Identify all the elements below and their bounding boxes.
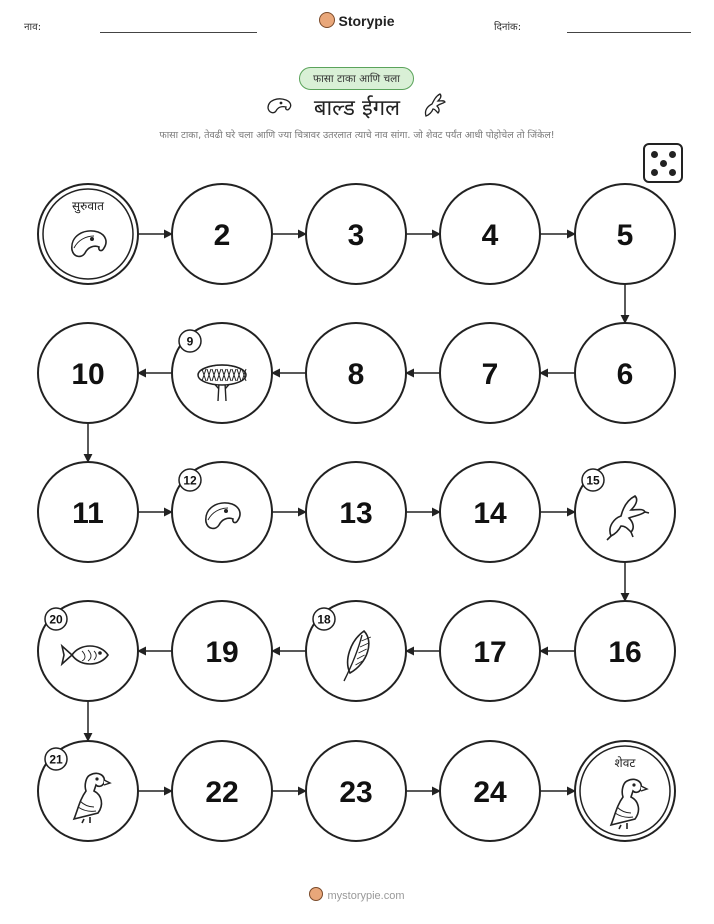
cell-number: 17: [473, 636, 507, 669]
board-cell-7: [440, 323, 540, 423]
board-cell-21: [38, 741, 138, 841]
board-cell-14: [440, 462, 540, 562]
board-cell-12: [172, 462, 272, 562]
board-cell-10: [38, 323, 138, 423]
instructions: फासा टाका, तेवढी घरे चला आणि ज्या चित्रावर उतरलात त्याचे नाव सांगा. जो शेवट पर्यंत आधी पोहोचेल तो जिंकेल!: [159, 130, 555, 141]
board-cell-20: [38, 601, 138, 701]
name-label: नाव:: [24, 22, 42, 33]
board-cell-8: [306, 323, 406, 423]
cell-number: 3: [347, 219, 365, 252]
cell-number: 4: [481, 219, 499, 252]
start-label: सुरुवात: [72, 199, 104, 213]
cell-number: 23: [339, 776, 373, 809]
board-cell-24: [440, 741, 540, 841]
date-label: दिनांक:: [494, 22, 522, 33]
cell-number-badge-text: 12: [183, 473, 197, 488]
storypie-bear-icon: [309, 887, 323, 901]
cell-number: 22: [205, 776, 239, 809]
game-title: बाल्ड ईगल: [313, 96, 401, 121]
cell-number: 24: [473, 776, 507, 809]
cell-number: 5: [616, 219, 634, 252]
board-cell-6: [575, 323, 675, 423]
board-cell-9: [172, 323, 272, 423]
board-cell-5: [575, 184, 675, 284]
board-cell-18: [306, 601, 406, 701]
cell-number: 14: [473, 497, 507, 530]
board-cell-4: [440, 184, 540, 284]
end-label: शेवट: [614, 756, 636, 770]
cell-number-badge-text: 18: [317, 612, 331, 627]
footer: [0, 887, 714, 902]
board-cell-22: [172, 741, 272, 841]
cell-number: 19: [205, 636, 239, 669]
cell-number: 7: [481, 358, 499, 391]
cell-number: 10: [71, 358, 105, 391]
cell-number: 11: [72, 497, 104, 530]
board-cell-3: [306, 184, 406, 284]
cell-number-badge-text: 9: [186, 334, 194, 349]
board-cell-13: [306, 462, 406, 562]
board-cell-19: [172, 601, 272, 701]
cell-number-badge-text: 15: [586, 473, 600, 488]
board-cell-23: [306, 741, 406, 841]
cell-number: 6: [616, 358, 634, 391]
board-cell-17: [440, 601, 540, 701]
cell-number: 8: [347, 358, 365, 391]
board-cell-1: [38, 184, 138, 284]
board-cell-15: [575, 462, 675, 562]
cell-number: 2: [213, 219, 231, 252]
cell-number-badge-text: 20: [49, 612, 63, 627]
board-cell-16: [575, 601, 675, 701]
footer-site: mystorypie.com: [327, 890, 405, 902]
board-cell-25: [575, 741, 675, 841]
cell-number: 16: [608, 636, 642, 669]
logo-text: Storypie: [338, 13, 395, 29]
game-badge: फासा टाका आणि चला: [299, 67, 414, 90]
board-cell-11: [38, 462, 138, 562]
cell-number-badge-text: 21: [49, 752, 63, 767]
cell-number: 13: [339, 497, 373, 530]
board-cell-2: [172, 184, 272, 284]
